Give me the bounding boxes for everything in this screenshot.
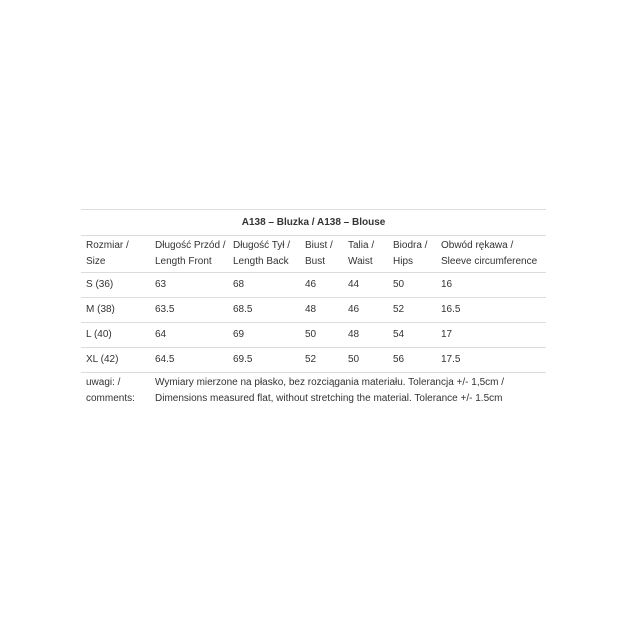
table-cell: 56 xyxy=(388,348,436,373)
table-cell: 50 xyxy=(300,323,343,348)
header-waist: Talia / Waist xyxy=(343,236,388,273)
table-cell: 64 xyxy=(150,323,228,348)
table-cell: 16.5 xyxy=(436,298,546,323)
comments-text: Wymiary mierzone na płasko, bez rozciągania materiału. Tolerancja +/- 1,5cm / Dimensions measured flat, without stretching the material. Tolerance +/- 1.5cm xyxy=(155,377,505,404)
table-cell: 69 xyxy=(228,323,300,348)
table-row xyxy=(81,348,546,373)
table-cell: 63.5 xyxy=(150,298,228,323)
table-row xyxy=(81,273,546,298)
table-title: A138 – Bluzka / A138 – Blouse xyxy=(81,210,546,236)
header-length-back: Długość Tył / Length Back xyxy=(228,236,300,273)
table-cell: 52 xyxy=(388,298,436,323)
header-size: Rozmiar / Size xyxy=(81,236,150,273)
comments-label: uwagi: / comments: xyxy=(86,377,135,404)
header-length-front: Długość Przód / Length Front xyxy=(150,236,228,273)
table-cell: 48 xyxy=(300,298,343,323)
table-cell-size: XL (42) xyxy=(81,348,150,373)
header-bust: Biust / Bust xyxy=(300,236,343,273)
table-cell-size: M (38) xyxy=(81,298,150,323)
table-title-row xyxy=(81,210,546,236)
table-cell: 52 xyxy=(300,348,343,373)
table-cell-size: L (40) xyxy=(81,323,150,348)
table-row xyxy=(81,323,546,348)
size-chart-table xyxy=(81,209,546,407)
header-hips: Biodra / Hips xyxy=(388,236,436,273)
table-row xyxy=(81,298,546,323)
table-cell: 48 xyxy=(343,323,388,348)
table-cell: 17.5 xyxy=(436,348,546,373)
table-cell: 17 xyxy=(436,323,546,348)
table-cell: 44 xyxy=(343,273,388,298)
table-cell: 50 xyxy=(388,273,436,298)
table-cell: 69.5 xyxy=(228,348,300,373)
table-cell: 64.5 xyxy=(150,348,228,373)
table-cell: 68.5 xyxy=(228,298,300,323)
table-cell: 46 xyxy=(343,298,388,323)
table-header-row xyxy=(81,236,546,273)
table-cell-size: S (36) xyxy=(81,273,150,298)
table-cell: 63 xyxy=(150,273,228,298)
table-cell: 54 xyxy=(388,323,436,348)
table-cell: 68 xyxy=(228,273,300,298)
table-cell: 16 xyxy=(436,273,546,298)
table-cell: 46 xyxy=(300,273,343,298)
header-sleeve-circumference: Obwód rękawa / Sleeve circumference xyxy=(436,236,546,273)
comments-row xyxy=(81,373,546,408)
table-cell: 50 xyxy=(343,348,388,373)
